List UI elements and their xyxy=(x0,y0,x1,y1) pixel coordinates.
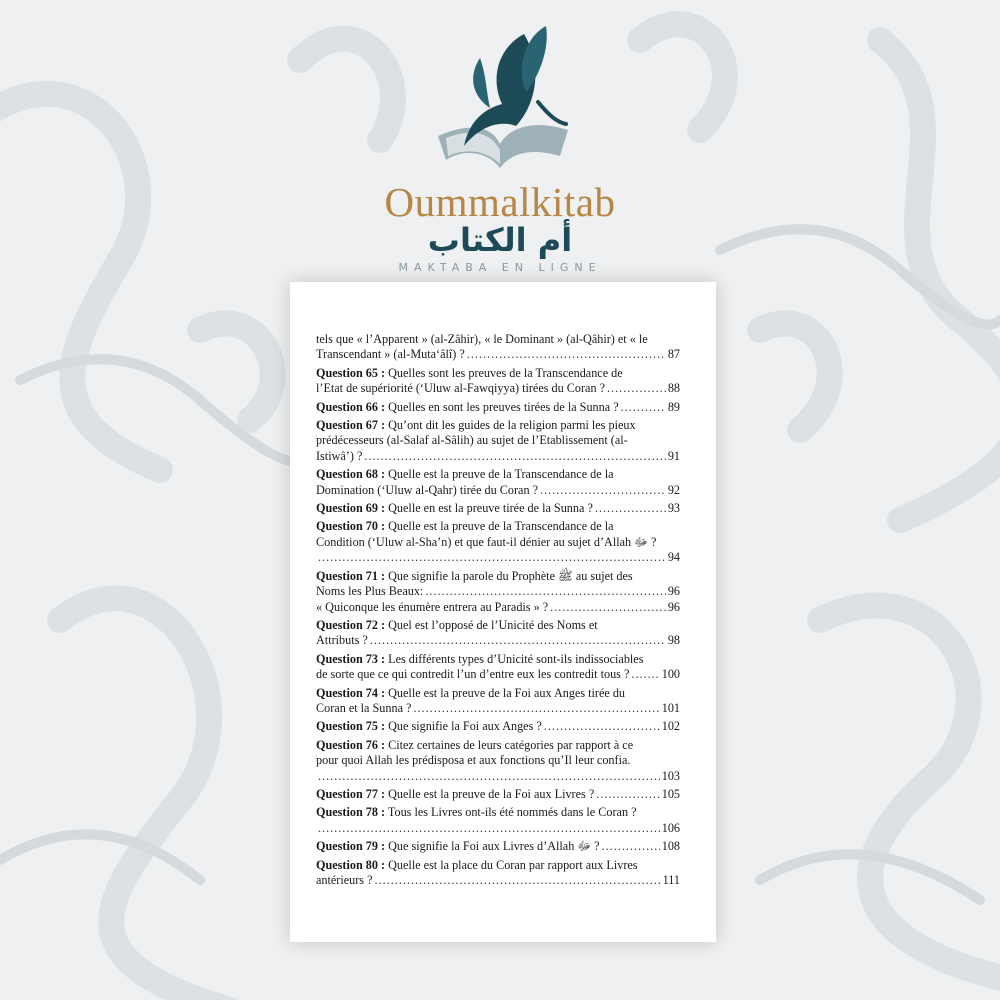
toc-entry xyxy=(316,418,680,464)
toc-line xyxy=(316,686,680,701)
toc-line xyxy=(316,366,680,381)
dot-leader xyxy=(621,400,666,415)
toc-text: Coran et la Sunna ? xyxy=(316,700,412,715)
dot-leader xyxy=(607,381,666,396)
toc-entry xyxy=(316,366,680,397)
toc-text: Que signifie la parole du Prophète ﷺ au sujet des xyxy=(388,568,633,583)
toc-line xyxy=(316,738,680,753)
page-number: 100 xyxy=(661,667,680,682)
question-number: Question 66 : xyxy=(316,399,386,414)
toc-text: tels que « l’Apparent » (al-Zâhir), « le Dominant » (al-Qâhir) et « le xyxy=(316,332,648,346)
question-number: Question 79 : xyxy=(316,839,386,854)
toc-line xyxy=(316,418,680,433)
toc-line xyxy=(316,839,680,854)
page-number: 106 xyxy=(661,820,680,835)
toc-line xyxy=(316,873,680,888)
dot-leader xyxy=(413,701,659,716)
toc-text: de sorte que ce qui contredit l’un d’entre eux les contredit tous ? xyxy=(316,667,630,682)
toc-line xyxy=(316,467,680,482)
page-number: 108 xyxy=(661,839,680,854)
page-number: 102 xyxy=(661,719,680,734)
dot-leader xyxy=(370,633,666,648)
dot-leader xyxy=(550,600,666,615)
quill-book-icon xyxy=(420,18,580,178)
question-number: Question 65 : xyxy=(316,365,386,380)
question-number: Question 70 : xyxy=(316,519,386,534)
toc-line xyxy=(316,753,680,768)
toc-text: Les différents types d’Unicité sont-ils indissociables xyxy=(388,651,644,666)
dot-leader xyxy=(375,873,661,888)
toc-line xyxy=(316,600,680,615)
toc-entry xyxy=(316,519,680,565)
toc-text: Quelle est la preuve de la Foi aux Anges tirée du xyxy=(388,685,626,700)
toc-entry xyxy=(316,787,680,802)
toc-line xyxy=(316,569,680,584)
toc-line xyxy=(316,381,680,396)
question-number: Question 75 : xyxy=(316,719,386,734)
toc-line xyxy=(316,584,680,599)
page-number: 94 xyxy=(667,550,680,565)
toc-line xyxy=(316,400,680,415)
page-number: 89 xyxy=(667,399,680,414)
toc-line xyxy=(316,550,680,565)
toc-text: Qu’ont dit les guides de la religion parmi les pieux xyxy=(388,418,636,433)
page-number: 92 xyxy=(667,482,680,497)
page-number: 87 xyxy=(667,347,680,362)
dot-leader xyxy=(318,550,666,565)
toc-text: « Quiconque les énumère entrera au Paradis » ? xyxy=(316,599,549,614)
dot-leader xyxy=(602,839,660,854)
brand-name-arabic: أم الكتاب xyxy=(427,221,573,259)
toc-entry xyxy=(316,652,680,683)
page-number: 96 xyxy=(667,599,680,614)
toc-text: antérieurs ? xyxy=(316,873,373,887)
question-number: Question 67 : xyxy=(316,418,386,433)
dot-leader xyxy=(596,787,659,802)
toc-text: Tous les Livres ont-ils été nommés dans le Coran ? xyxy=(387,805,637,820)
question-number: Question 78 : xyxy=(316,805,386,820)
question-number: Question 69 : xyxy=(316,501,386,516)
toc-entry xyxy=(316,805,680,836)
dot-leader xyxy=(595,501,666,516)
toc-entry xyxy=(316,858,680,889)
dot-leader xyxy=(425,584,665,599)
toc-text: Quelle est la preuve de la Transcendance de la xyxy=(388,519,614,534)
dot-leader xyxy=(318,769,660,784)
toc-text: Quelles en sont les preuves tirées de la Sunna ? xyxy=(388,399,619,414)
page-number: 101 xyxy=(661,700,680,715)
toc-text: Quelle est la preuve de la Transcendance de la xyxy=(388,467,614,482)
toc-text: Citez certaines de leurs catégories par rapport à ce xyxy=(388,737,634,752)
page-number: 103 xyxy=(661,768,680,783)
toc-line xyxy=(316,449,680,464)
page-number: 98 xyxy=(667,633,680,648)
toc-entry xyxy=(316,400,680,415)
toc-text: Istiwâ’) ? xyxy=(316,448,363,463)
toc-line xyxy=(316,535,680,550)
toc-text: Noms les Plus Beaux: xyxy=(316,584,424,599)
question-number: Question 76 : xyxy=(316,737,386,752)
brand-name: Oummalkitab xyxy=(384,179,616,225)
toc-text: Domination (‘Uluw al-Qahr) tirée du Coran ? xyxy=(316,482,539,497)
page-number: 88 xyxy=(667,381,680,396)
toc-entry xyxy=(316,738,680,784)
page-number: 96 xyxy=(667,584,680,599)
dot-leader xyxy=(318,821,660,836)
question-number: Question 72 : xyxy=(316,617,386,632)
toc-entry xyxy=(316,467,680,498)
toc-line xyxy=(316,347,680,362)
toc-line xyxy=(316,501,680,516)
page-number: 105 xyxy=(661,786,680,801)
toc-line xyxy=(316,858,680,873)
page-number: 91 xyxy=(667,448,680,463)
toc-text: prédécesseurs (al-Salaf al-Sâlih) au sujet de l’Etablissement (al- xyxy=(316,433,628,448)
toc-text: Quelle est la preuve de la Foi aux Livres ? xyxy=(388,786,595,801)
toc-line xyxy=(316,667,680,682)
toc-line xyxy=(316,618,680,633)
toc-line xyxy=(316,519,680,534)
toc-line xyxy=(316,332,680,347)
toc-entry xyxy=(316,332,680,363)
toc-text: pour quoi Allah les prédisposa et aux fonctions qu’Il leur confia. xyxy=(316,753,631,768)
toc-line xyxy=(316,769,680,784)
toc-text: Quelles sont les preuves de la Transcendance de xyxy=(388,365,623,380)
toc-text: Quelle en est la preuve tirée de la Sunna ? xyxy=(388,501,593,516)
brand-logo xyxy=(0,0,1000,290)
toc-text: Condition (‘Uluw al-Sha’n) et que faut-il dénier au sujet d’Allah ﷻ ? xyxy=(316,534,657,549)
toc-line xyxy=(316,433,680,448)
question-number: Question 71 : xyxy=(316,568,386,583)
page-number: 111 xyxy=(662,873,680,887)
page-number: 93 xyxy=(667,501,680,516)
table-of-contents xyxy=(316,332,680,891)
dot-leader xyxy=(364,449,665,464)
brand-tagline: MAKTABA EN LIGNE xyxy=(398,261,602,274)
toc-entry xyxy=(316,501,680,516)
toc-text: Que signifie la Foi aux Livres d’Allah ﷻ ? xyxy=(388,839,600,854)
book-page xyxy=(290,282,716,942)
toc-line xyxy=(316,652,680,667)
question-number: Question 74 : xyxy=(316,685,386,700)
toc-text: Transcendant » (al-Muta‘âlî) ? xyxy=(316,347,465,362)
toc-line xyxy=(316,701,680,716)
toc-entry xyxy=(316,618,680,649)
dot-leader xyxy=(544,719,660,734)
dot-leader xyxy=(631,667,659,682)
toc-line xyxy=(316,787,680,802)
dot-leader xyxy=(540,483,666,498)
toc-text: Quelle est la place du Coran par rapport aux Livres xyxy=(388,857,638,872)
toc-entry xyxy=(316,569,680,615)
toc-text: Que signifie la Foi aux Anges ? xyxy=(388,719,542,734)
toc-line xyxy=(316,719,680,734)
toc-line xyxy=(316,633,680,648)
question-number: Question 73 : xyxy=(316,651,386,666)
toc-entry xyxy=(316,686,680,717)
toc-line xyxy=(316,805,680,820)
toc-line xyxy=(316,821,680,836)
question-number: Question 77 : xyxy=(316,786,386,801)
toc-text: l’Etat de supériorité (‘Uluw al-Fawqiyya) tirées du Coran ? xyxy=(316,381,606,396)
toc-line xyxy=(316,483,680,498)
question-number: Question 68 : xyxy=(316,467,386,482)
dot-leader xyxy=(467,347,666,362)
toc-text: Attributs ? xyxy=(316,633,368,648)
question-number: Question 80 : xyxy=(316,857,386,872)
toc-entry xyxy=(316,719,680,734)
toc-text: Quel est l’opposé de l’Unicité des Noms et xyxy=(388,617,598,632)
toc-entry xyxy=(316,839,680,854)
